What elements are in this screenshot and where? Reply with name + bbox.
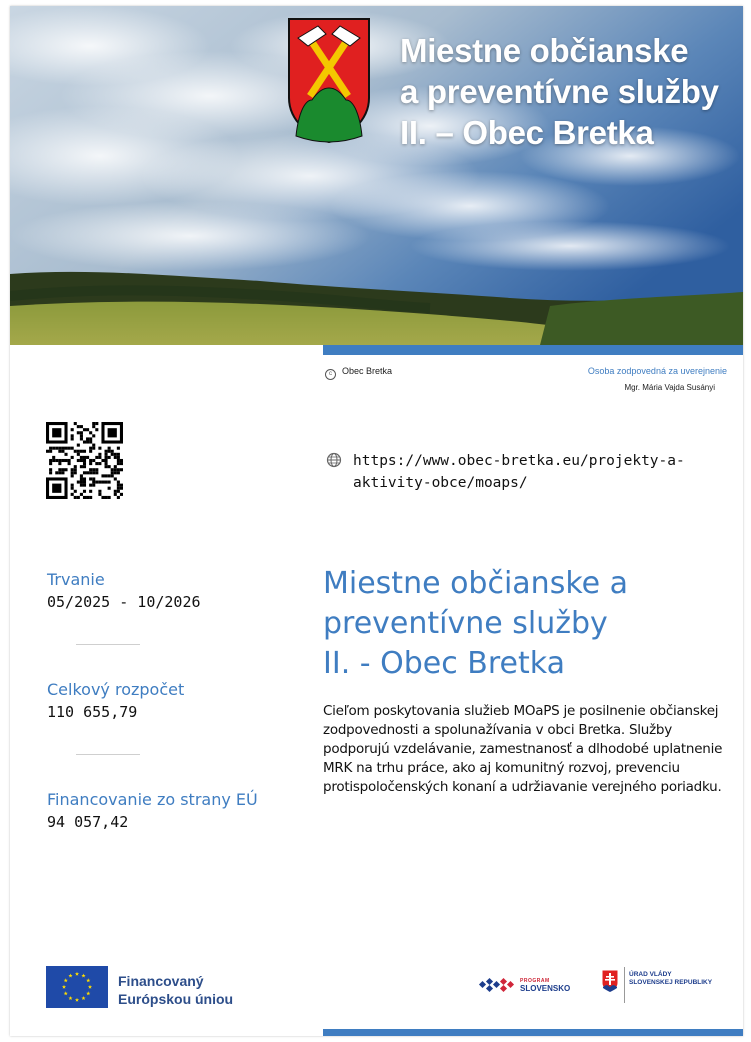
project-url[interactable] <box>353 450 713 494</box>
copyright-icon: c <box>325 369 336 380</box>
hero-title <box>400 30 735 153</box>
program-small-text: PROGRAM <box>520 978 550 984</box>
program-slovensko-logo <box>478 976 518 996</box>
program-big-text: SLOVENSKO <box>520 984 571 993</box>
hero-title-line: a preventívne služby <box>400 73 719 110</box>
project-title <box>323 564 723 684</box>
photo-credit-text: Obec Bretka <box>342 366 393 376</box>
office-line: SLOVENSKEJ REPUBLIKY <box>629 979 713 986</box>
coat-of-arms-icon <box>286 16 372 144</box>
accent-bar-bottom <box>323 1029 743 1036</box>
project-url-line[interactable]: aktivity-obce/moaps/ <box>353 475 528 491</box>
total-budget-value: 110 655,79 <box>47 703 138 721</box>
qr-code-icon[interactable] <box>46 422 123 499</box>
globe-icon <box>326 452 342 468</box>
photo-credit <box>325 366 392 380</box>
eu-flag-icon <box>46 966 108 1008</box>
eu-funding-value: 94 057,42 <box>47 813 129 831</box>
poster <box>10 6 743 1036</box>
hero-title-line: II. – Obec Bretka <box>400 114 654 151</box>
duration-label: Trvanie <box>47 570 105 589</box>
divider <box>624 967 625 1003</box>
eu-text-line: Európskou úniou <box>118 991 234 1007</box>
eu-funding-label: Financovanie zo strany EÚ <box>47 790 258 809</box>
divider <box>76 754 140 755</box>
project-description: Cieľom poskytovania služieb MOaPS je posilnenie občianskej zodpovednosti a spolunažívania v obci Bretka. Služby podporujú vzdelávanie, zamestnanosť a dlhodobé uplatnenie MRK na trhu práce, ako aj komunitný rozvoj, prevenciu protispoločenských konaní a udržiavanie verejného poriadku. <box>323 703 723 795</box>
hero-image <box>10 6 743 345</box>
project-title-line: preventívne služby <box>323 606 608 641</box>
responsible-name: Mgr. Mária Vajda Susányi <box>624 383 715 392</box>
accent-bar-top <box>323 345 743 355</box>
responsible-label: Osoba zodpovedná za uverejnenie <box>587 366 727 376</box>
project-title-line: II. - Obec Bretka <box>323 646 565 681</box>
government-office-text <box>629 971 712 987</box>
total-budget-label: Celkový rozpočet <box>47 680 185 699</box>
duration-value: 05/2025 - 10/2026 <box>47 593 201 611</box>
project-url-line[interactable]: https://www.obec-bretka.eu/projekty-a- <box>353 453 685 469</box>
slovak-shield-icon <box>601 969 619 993</box>
divider <box>76 644 140 645</box>
office-line: ÚRAD VLÁDY <box>629 971 672 978</box>
program-slovensko-text <box>520 978 570 993</box>
eu-funding-logo-text <box>118 972 233 1008</box>
hero-title-line: Miestne občianske <box>400 32 689 69</box>
project-title-line: Miestne občianske a <box>323 566 629 601</box>
eu-text-line: Financovaný <box>118 973 204 989</box>
